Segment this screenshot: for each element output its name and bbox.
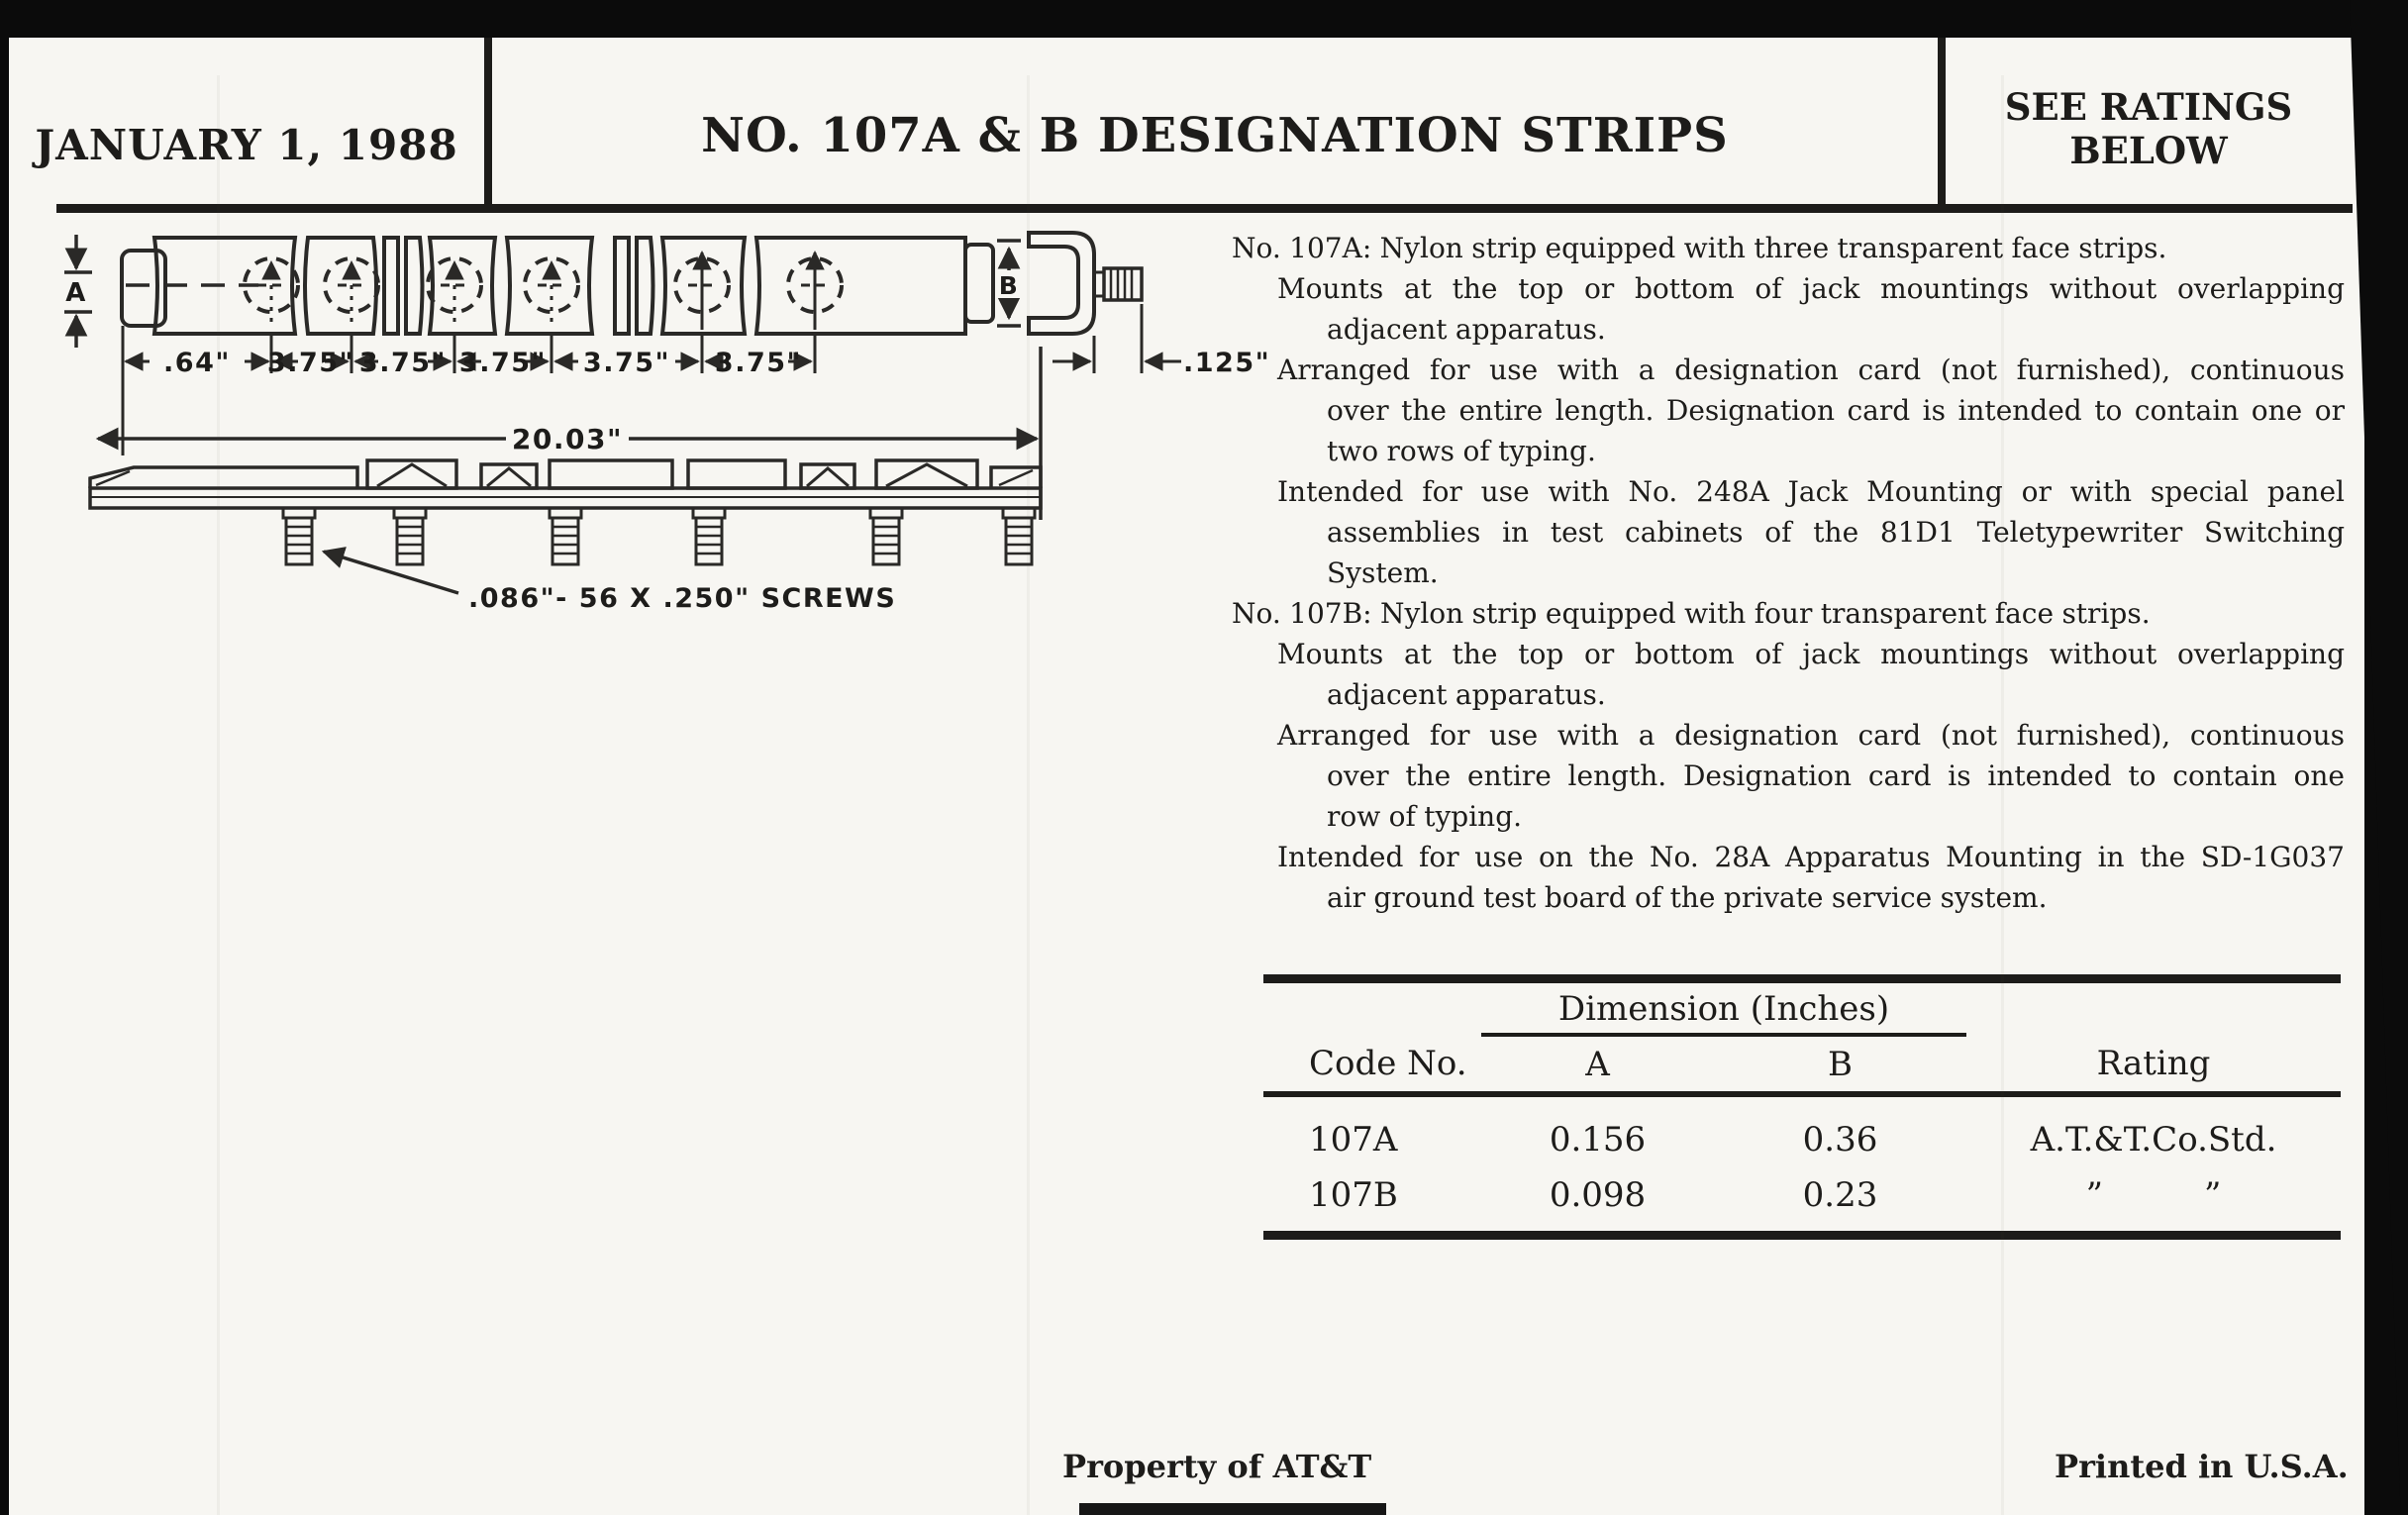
cell-code-107a: 107A bbox=[1309, 1119, 1398, 1160]
designation-strip-drawing bbox=[60, 223, 1288, 639]
scan-streak bbox=[217, 75, 220, 1515]
scan-streak bbox=[2001, 75, 2004, 1515]
dim-spacing-label-2: 3.75" bbox=[358, 348, 448, 378]
paragraph-107b-intro: No. 107B: Nylon strip equipped with four transparent face strips. bbox=[1232, 597, 2151, 630]
table-row-107a bbox=[1263, 1094, 2341, 1169]
side-view-drawing bbox=[90, 460, 1041, 508]
paragraph-107a-usage: Intended for use with No. 248A Jack Mounting or with special panel assemblies in test cabinets of the 81D1 Teletypewriter Switching System. bbox=[1277, 475, 2345, 589]
cell-rating-107b: ” ” bbox=[2085, 1174, 2222, 1215]
printed-notice: Printed in U.S.A. bbox=[2055, 1448, 2349, 1485]
col-header-rating: Rating bbox=[1966, 1035, 2341, 1094]
screw-note-label: .086"- 56 X .250" SCREWS bbox=[468, 583, 897, 614]
ratings-table bbox=[1263, 974, 2341, 1240]
document-page bbox=[9, 38, 2364, 1515]
header-rule bbox=[56, 204, 2353, 213]
cell-rating-107a: A.T.&T.Co.Std. bbox=[2030, 1119, 2277, 1160]
property-notice: Property of AT&T bbox=[1062, 1448, 1372, 1485]
header-divider-left bbox=[484, 38, 492, 206]
dimension-header: Dimension (Inches) bbox=[1481, 979, 1966, 1036]
dim-b-label: B bbox=[998, 271, 1020, 300]
table-row-107b bbox=[1263, 1169, 2341, 1235]
dim-a-label: A bbox=[65, 278, 87, 308]
dim-screw-protrusion-label: .125" bbox=[1183, 348, 1271, 378]
cell-a-107a: 0.156 bbox=[1549, 1119, 1647, 1160]
cell-a-107b: 0.098 bbox=[1549, 1174, 1647, 1215]
dim-spacing-label-3: 3.75" bbox=[458, 348, 548, 378]
paragraph-107b-mounting: Mounts at the top or bottom of jack mountings without overlapping adjacent apparatus. bbox=[1277, 638, 2345, 711]
paragraph-107a-mounting: Mounts at the top or bottom of jack mountings without overlapping adjacent apparatus. bbox=[1277, 272, 2345, 346]
description-text bbox=[1232, 228, 2345, 918]
paragraph-107a-card: Arranged for use with a designation card (not furnished), continuous over the entire length. Designation card is intended to contain one or two rows of typing. bbox=[1277, 354, 2345, 467]
paragraph-107b-card: Arranged for use with a designation card (not furnished), continuous over the entire length. Designation card is intended to contain one row of typing. bbox=[1277, 719, 2345, 833]
col-header-code: Code No. bbox=[1263, 1035, 1481, 1094]
dim-left-end-label: .64" bbox=[163, 348, 231, 378]
document-title: NO. 107A & B DESIGNATION STRIPS bbox=[701, 108, 1729, 163]
dimension-header-row bbox=[1263, 979, 2341, 1036]
end-clip-drawing bbox=[1029, 233, 1142, 334]
dim-overall-label: 20.03" bbox=[511, 423, 624, 455]
col-header-b: B bbox=[1714, 1035, 1966, 1094]
scan-streak bbox=[1027, 75, 1030, 1515]
cell-code-107b: 107B bbox=[1309, 1174, 1398, 1215]
spacing-dimensions bbox=[123, 326, 811, 455]
ratings-note-line2: BELOW bbox=[2069, 129, 2228, 172]
cell-b-107a: 0.36 bbox=[1802, 1119, 1878, 1160]
ratings-note-line1: SEE RATINGS bbox=[2004, 85, 2293, 130]
screw-callout-arrow bbox=[324, 552, 458, 593]
dim-spacing-label-5: 3.75" bbox=[714, 348, 803, 378]
column-header-row bbox=[1263, 1035, 2341, 1094]
scan-smudge bbox=[1079, 1503, 1386, 1515]
dim-spacing-label-4: 3.75" bbox=[582, 348, 671, 378]
mounting-screws bbox=[283, 508, 1035, 564]
paragraph-107b-usage: Intended for use on the No. 28A Apparatus Mounting in the SD-1G037 air ground test board of the private service system. bbox=[1277, 841, 2345, 914]
cell-b-107b: 0.23 bbox=[1802, 1174, 1878, 1215]
col-header-a: A bbox=[1481, 1035, 1714, 1094]
issue-date: JANUARY 1, 1988 bbox=[35, 120, 458, 169]
dim-spacing-label-1: 3.75" bbox=[266, 348, 355, 378]
paragraph-107a-intro: No. 107A: Nylon strip equipped with three transparent face strips. bbox=[1232, 232, 2167, 264]
